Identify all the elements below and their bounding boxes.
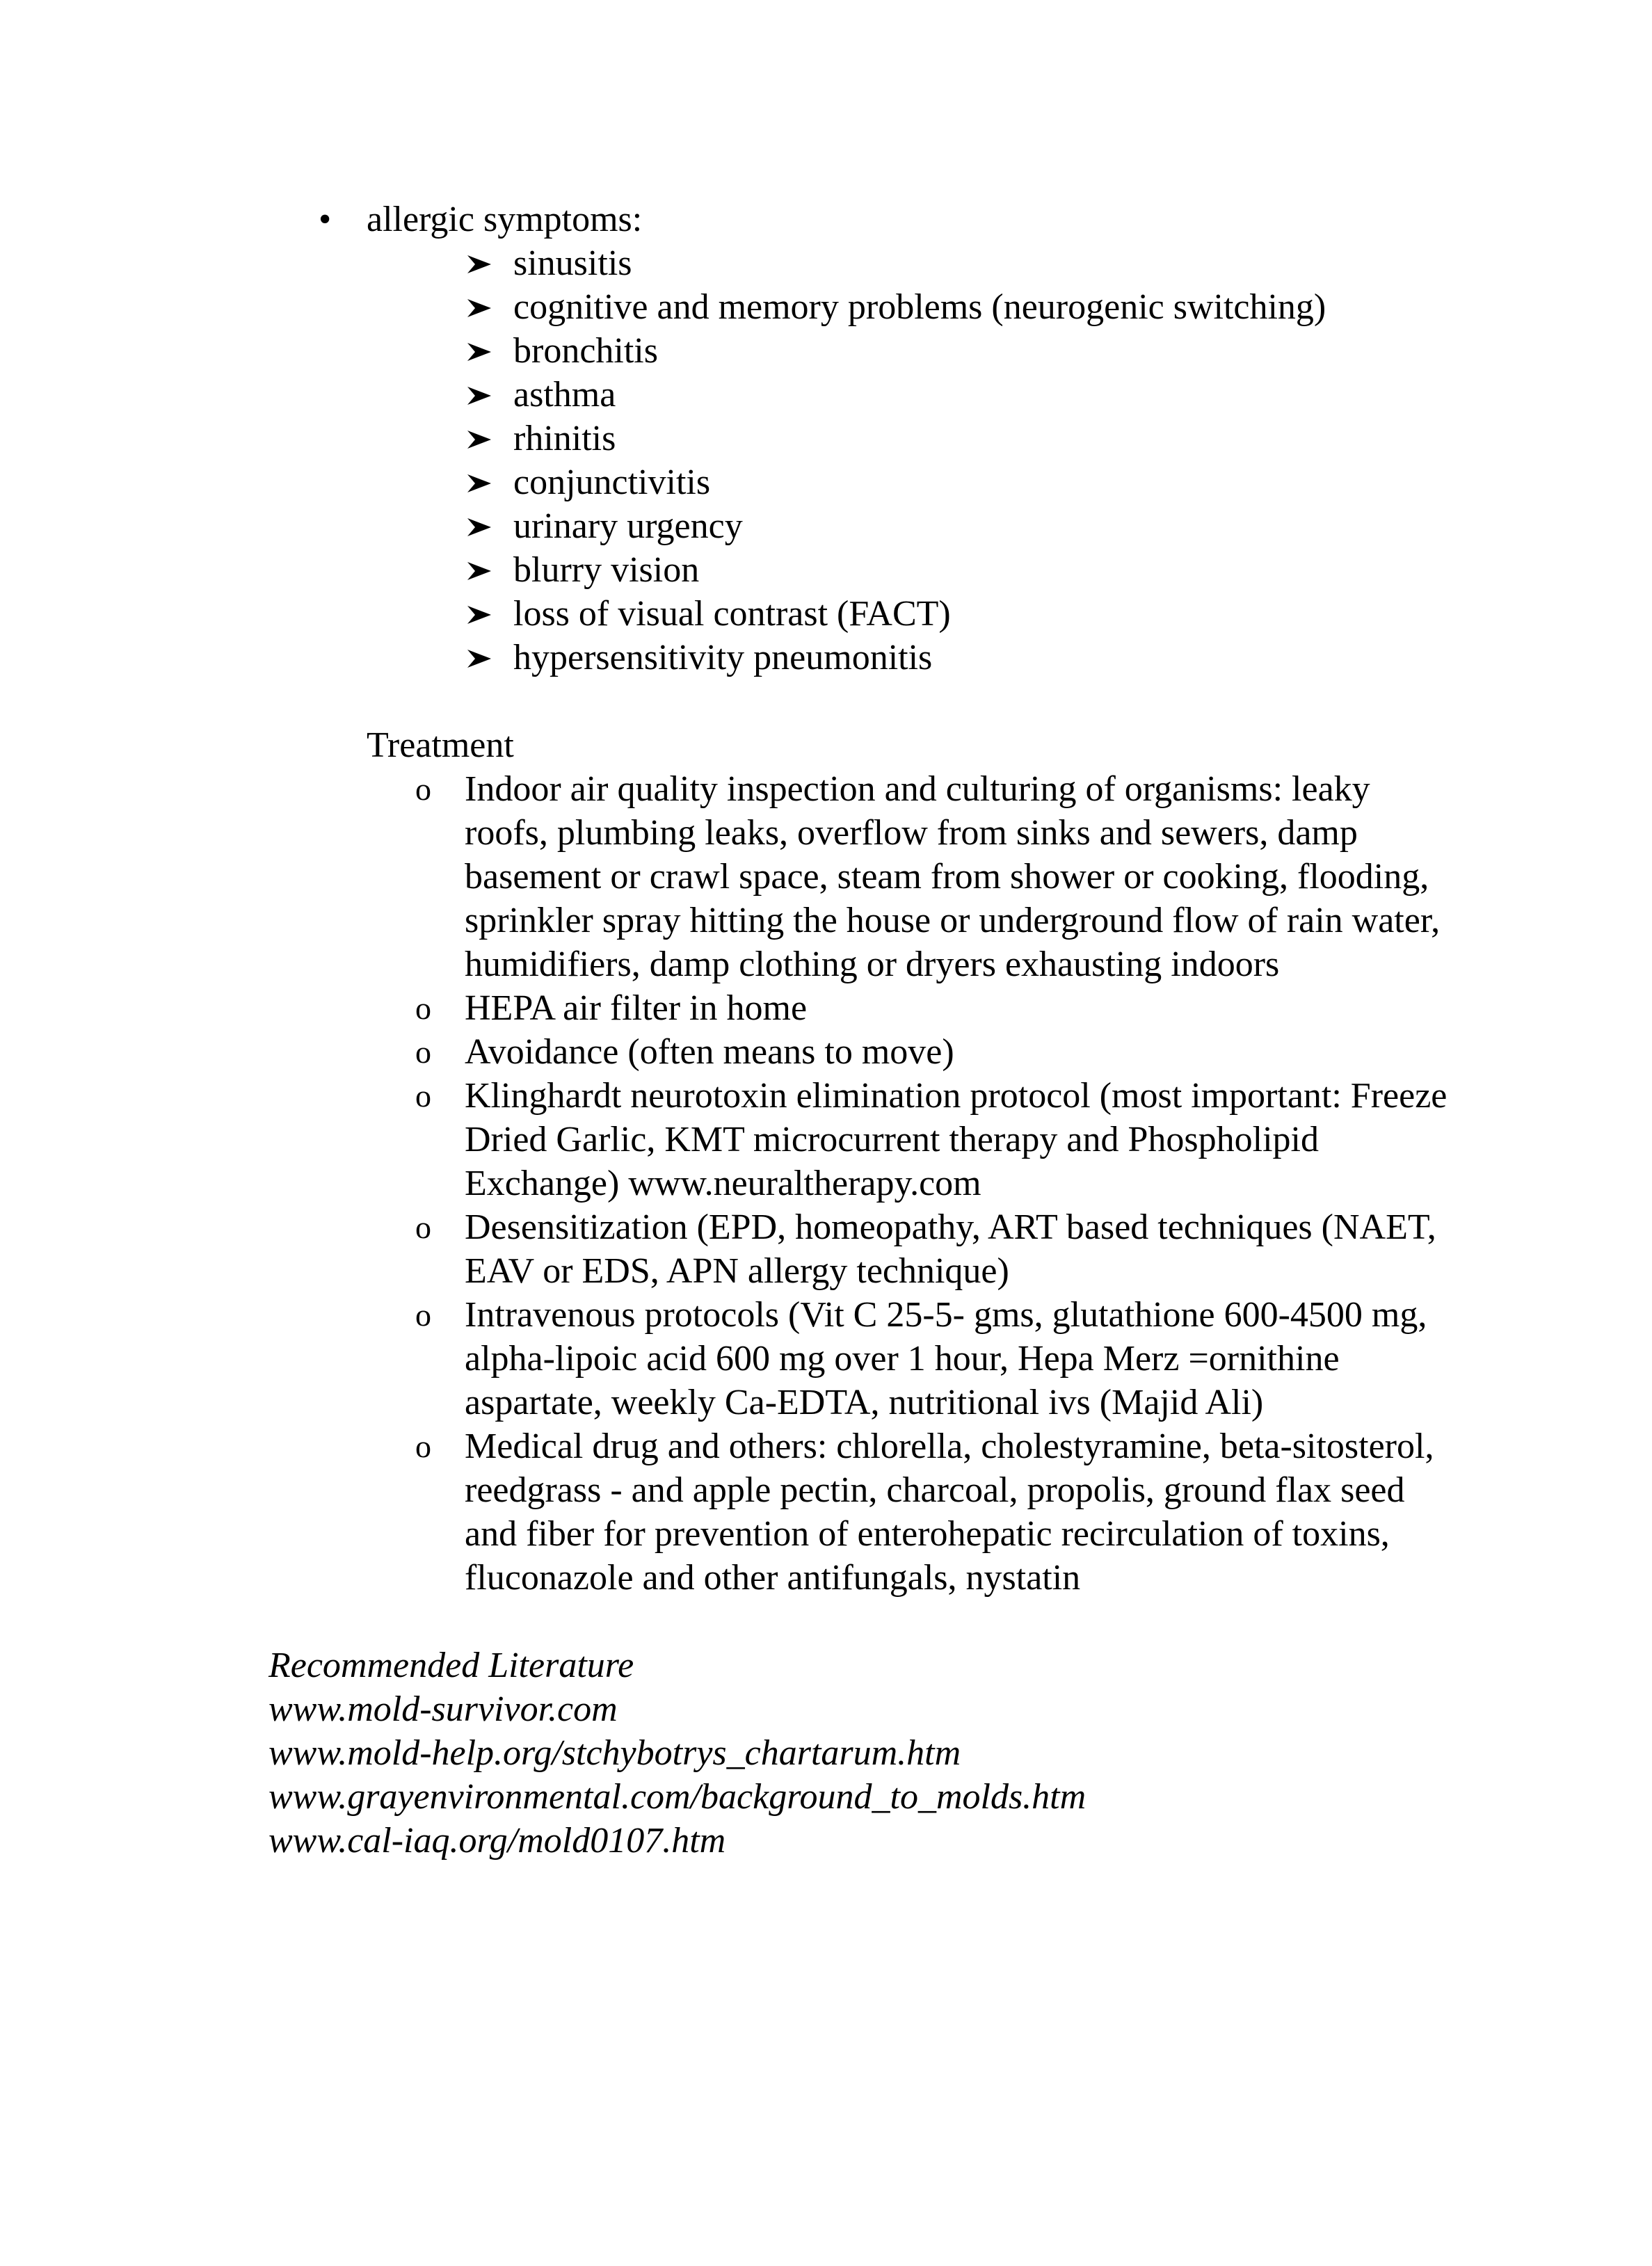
treatment-heading: Treatment — [367, 725, 514, 765]
treatment-line: Medical drug and others: chlorella, cholestyramine, beta-sitosterol, — [465, 1427, 1434, 1466]
symptom-label: hypersensitivity pneumonitis — [513, 638, 933, 677]
literature-heading: Recommended Literature — [268, 1646, 634, 1685]
treatment-line: Klinghardt neurotoxin elimination protocol (most important: Freeze — [465, 1076, 1447, 1116]
treatment-line: aspartate, weekly Ca-EDTA, nutritional ivs (Majid Ali) — [465, 1383, 1264, 1422]
treatment-line: alpha-lipoic acid 600 mg over 1 hour, Hepa Merz =ornithine — [465, 1339, 1340, 1379]
treatment-line: roofs, plumbing leaks, overflow from sinks and sewers, damp — [465, 813, 1358, 853]
treatment-line: Desensitization (EPD, homeopathy, ART based techniques (NAET, — [465, 1207, 1436, 1247]
arrow-bullet-icon — [467, 373, 492, 417]
treatment-line: Avoidance (often means to move) — [465, 1032, 954, 1072]
circle-bullet-icon: o — [415, 771, 431, 807]
treatment-line: HEPA air filter in home — [465, 988, 808, 1028]
treatment-line: reedgrass - and apple pectin, charcoal, propolis, ground flax seed — [465, 1470, 1405, 1510]
symptom-label: loss of visual contrast (FACT) — [513, 594, 951, 634]
bullet-icon: • — [319, 200, 332, 239]
arrow-bullet-icon — [467, 504, 492, 548]
arrow-bullet-icon — [467, 636, 492, 680]
treatment-line: Indoor air quality inspection and culturing of organisms: leaky — [465, 769, 1370, 809]
treatment-line: Intravenous protocols (Vit C 25-5- gms, glutathione 600-4500 mg, — [465, 1295, 1427, 1335]
circle-bullet-icon: o — [415, 1429, 431, 1464]
arrow-bullet-icon — [467, 592, 492, 636]
treatment-line: basement or crawl space, steam from shower or cooking, flooding, — [465, 857, 1429, 897]
arrow-bullet-icon — [467, 417, 492, 460]
treatment-line: EAV or EDS, APN allergy technique) — [465, 1251, 1009, 1291]
circle-bullet-icon: o — [415, 1297, 431, 1333]
treatment-line: sprinkler spray hitting the house or underground flow of rain water, — [465, 901, 1441, 940]
treatment-line: Exchange) www.neuraltherapy.com — [465, 1164, 981, 1203]
circle-bullet-icon: o — [415, 1034, 431, 1070]
treatment-line: humidifiers, damp clothing or dryers exhausting indoors — [465, 945, 1280, 984]
symptom-label: rhinitis — [513, 419, 616, 458]
treatment-line: and fiber for prevention of enterohepatic recirculation of toxins, — [465, 1514, 1390, 1554]
circle-bullet-icon: o — [415, 1210, 431, 1245]
symptom-label: bronchitis — [513, 331, 658, 371]
literature-link[interactable]: www.mold-survivor.com — [268, 1689, 618, 1729]
symptom-label: asthma — [513, 375, 616, 415]
treatment-line: fluconazole and other antifungals, nystatin — [465, 1558, 1081, 1598]
allergic-symptoms-heading: allergic symptoms: — [367, 200, 643, 239]
literature-link[interactable]: www.cal-iaq.org/mold0107.htm — [268, 1821, 726, 1861]
symptom-label: sinusitis — [513, 243, 632, 283]
arrow-bullet-icon — [467, 285, 492, 329]
circle-bullet-icon: o — [415, 990, 431, 1026]
treatment-line: Dried Garlic, KMT microcurrent therapy and Phospholipid — [465, 1120, 1319, 1159]
symptom-label: blurry vision — [513, 550, 700, 590]
arrow-bullet-icon — [467, 241, 492, 285]
symptom-label: urinary urgency — [513, 506, 743, 546]
arrow-bullet-icon — [467, 548, 492, 592]
literature-link[interactable]: www.grayenvironmental.com/background_to_molds.htm — [268, 1777, 1086, 1817]
circle-bullet-icon: o — [415, 1078, 431, 1114]
arrow-bullet-icon — [467, 329, 492, 373]
literature-link[interactable]: www.mold-help.org/stchybotrys_chartarum.htm — [268, 1733, 961, 1773]
arrow-bullet-icon — [467, 460, 492, 504]
symptom-label: conjunctivitis — [513, 463, 711, 502]
symptom-label: cognitive and memory problems (neurogenic switching) — [513, 287, 1326, 327]
